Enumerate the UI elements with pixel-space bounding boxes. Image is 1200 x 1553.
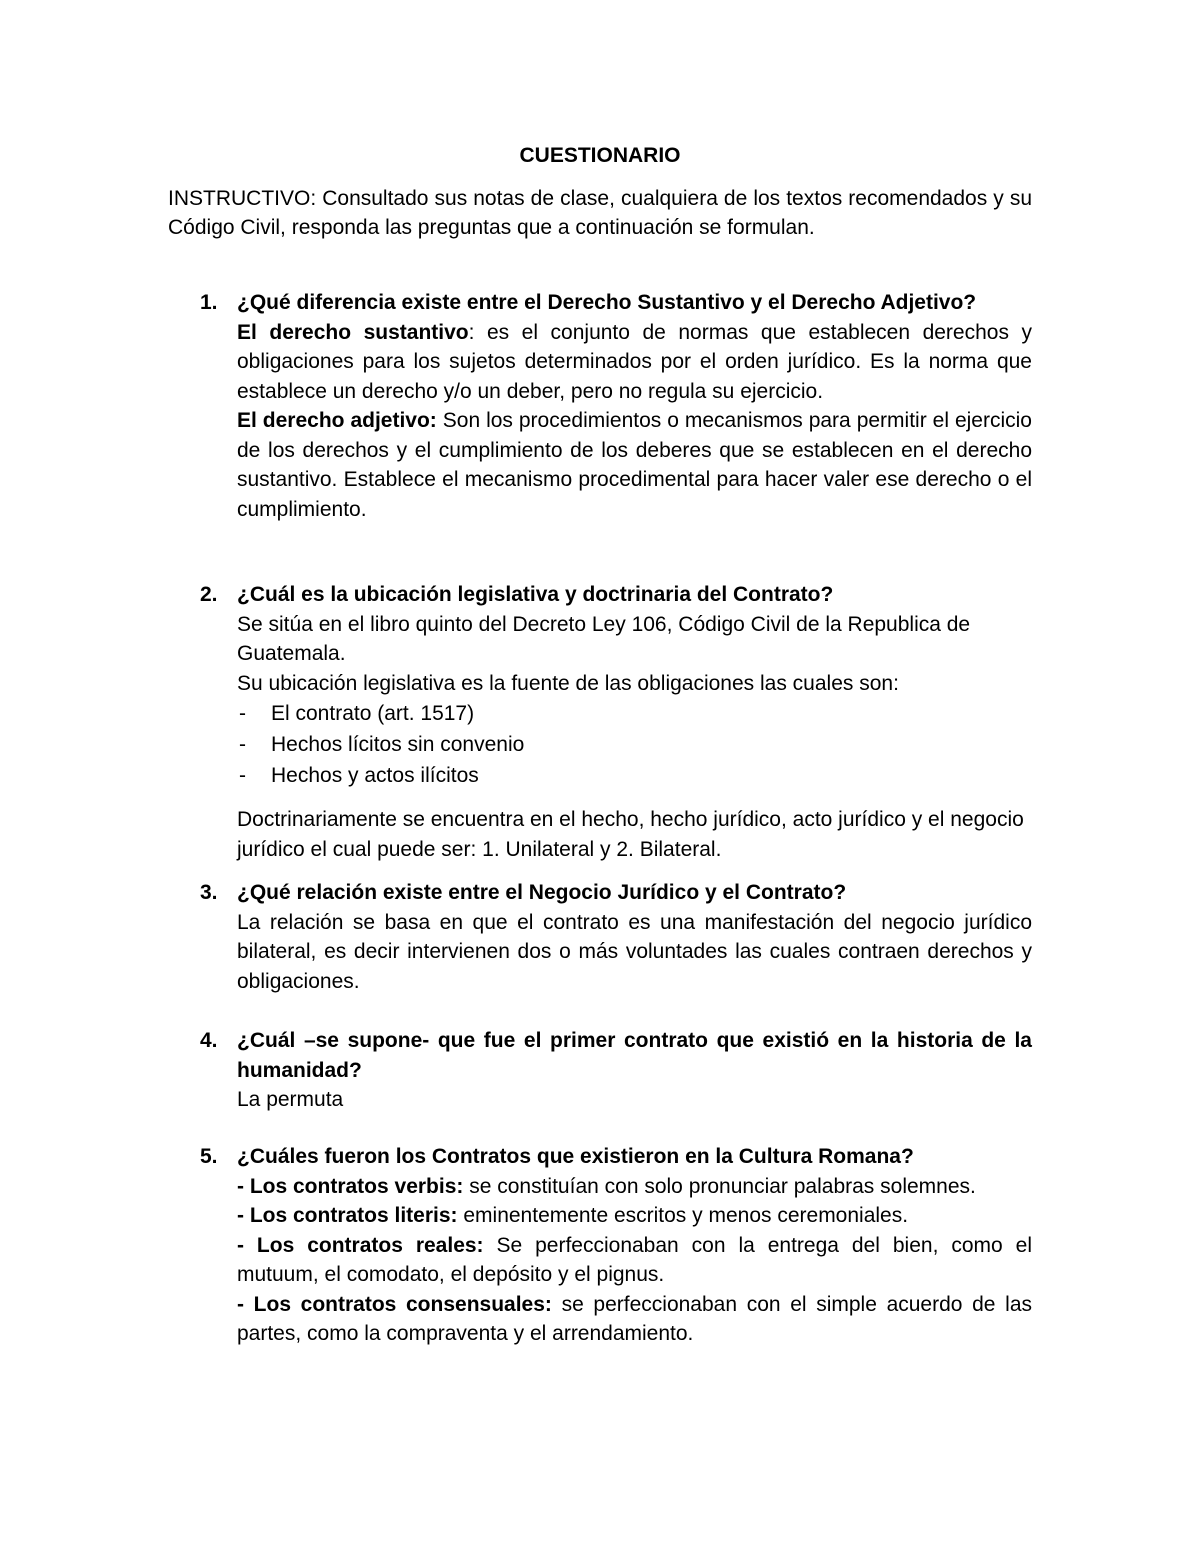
answer-paragraph: Se sitúa en el libro quinto del Decreto Ley 106, Código Civil de la Republica de Guatemala. (237, 612, 971, 665)
instructions-paragraph: INSTRUCTIVO: Consultado sus notas de clase, cualquiera de los textos recomendados y su Código Civil, responda las preguntas que a continuación se formulan. (168, 187, 1032, 239)
answer-text: se constituían con solo pronunciar palabras solemnes. (463, 1174, 976, 1198)
question-number: 4. (200, 1029, 218, 1052)
answer-text: Se perfeccionaban con la entrega del bien, como el mutuum, el comodato, el depósito y el pignus. (237, 1233, 1032, 1286)
answer-text: se perfeccionaban con el simple acuerdo de las partes, como la compraventa y el arrendamiento. (237, 1292, 1032, 1345)
question-text: ¿Cuáles fueron los Contratos que existieron en la Cultura Romana? (237, 1145, 914, 1168)
answer-term: - Los contratos reales: (237, 1233, 484, 1257)
answer-term: - Los contratos consensuales: (237, 1292, 552, 1316)
list-item-text: El contrato (art. 1517) (271, 702, 475, 725)
answer-paragraph (237, 1201, 1032, 1231)
answer-paragraph: La permuta (237, 1088, 344, 1111)
question-2 (200, 580, 1032, 864)
question-text: ¿Cuál es la ubicación legislativa y doctrinaria del Contrato? (237, 583, 834, 606)
question-text: ¿Qué relación existe entre el Negocio Jurídico y el Contrato? (237, 881, 847, 904)
list-item-text: Hechos y actos ilícitos (271, 764, 479, 787)
question-number: 3. (200, 881, 218, 904)
answer-paragraph (237, 1172, 1032, 1202)
answer-text: eminentemente escritos y menos ceremoniales. (457, 1204, 909, 1227)
spacer (237, 791, 1032, 805)
question-number: 1. (200, 291, 218, 314)
answer-paragraph (237, 406, 1032, 524)
answer-term: - Los contratos verbis: (237, 1174, 464, 1198)
answer-paragraph: Su ubicación legislativa es la fuente de las obligaciones las cuales son: (237, 671, 899, 695)
answer-text: : es el conjunto de normas que establecen derechos y obligaciones para los sujetos determinados por el orden jurídico. Es la norma que establece un derecho y/o un deber, pero no regula su ejercicio. (237, 320, 1032, 403)
question-number: 5. (200, 1145, 218, 1168)
question-3 (200, 878, 1032, 996)
question-5 (200, 1142, 1032, 1349)
answer-paragraph (237, 318, 1032, 407)
list-item (237, 698, 1032, 729)
answer-text: Son los procedimientos o mecanismos para permitir el ejercicio de los derechos y el cumplimiento de los deberes que se establecen en el derecho sustantivo. Establece el mecanismo procedimental para hacer valer ese derecho o el cumplimiento. (237, 409, 1032, 521)
list-item-text: Hechos lícitos sin convenio (271, 733, 525, 756)
answer-term: El derecho sustantivo (237, 320, 469, 344)
question-text: ¿Qué diferencia existe entre el Derecho Sustantivo y el Derecho Adjetivo? (237, 291, 977, 314)
answer-paragraph (237, 1231, 1032, 1290)
document-title: CUESTIONARIO (519, 144, 681, 167)
answer-paragraph: Doctrinariamente se encuentra en el hecho, hecho jurídico, acto jurídico y el negocio jurídico el cual puede ser: 1. Unilateral y 2. Bilateral. (237, 808, 1024, 861)
list-item (237, 729, 1032, 760)
answer-paragraph: La relación se basa en que el contrato es una manifestación del negocio jurídico bilateral, es decir intervienen dos o más voluntades las cuales contraen derechos y obligaciones. (237, 910, 1032, 993)
question-number: 2. (200, 583, 218, 606)
answer-term: El derecho adjetivo: (237, 409, 437, 432)
list-item (237, 760, 1032, 791)
answer-term: - Los contratos literis: (237, 1204, 458, 1227)
list-dash: - (239, 702, 246, 725)
list-dash: - (239, 733, 246, 756)
question-1 (200, 288, 1032, 524)
list-dash: - (239, 764, 246, 787)
question-text: ¿Cuál –se supone- que fue el primer contrato que existió en la historia de la humanidad? (237, 1029, 1032, 1082)
answer-paragraph (237, 1290, 1032, 1349)
question-4 (200, 1026, 1032, 1115)
